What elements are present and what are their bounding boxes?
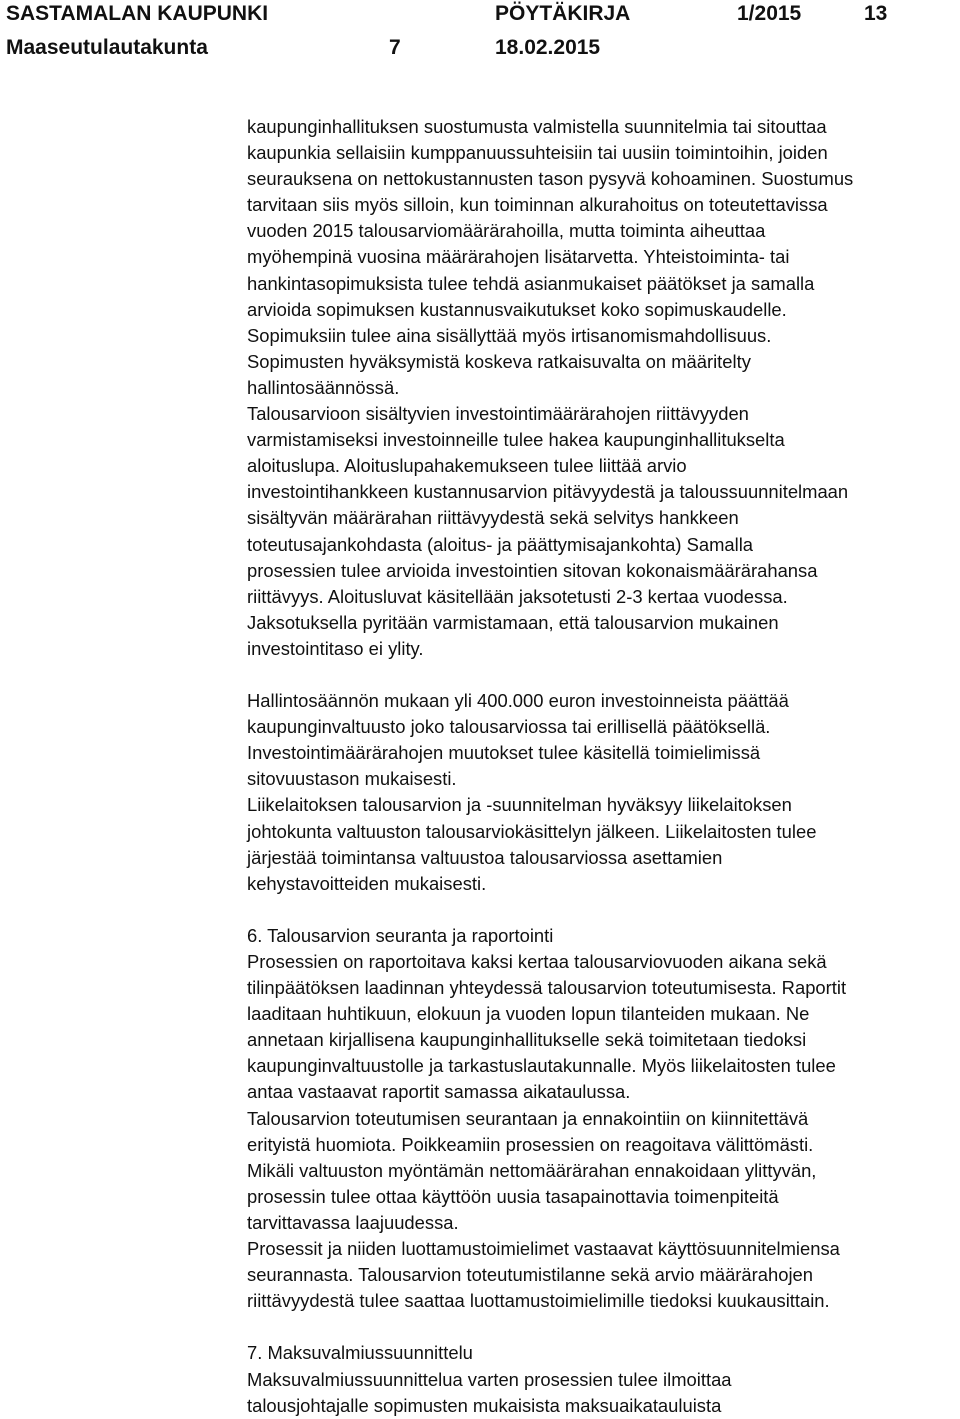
- body-text-line: investointihankkeen kustannusarvion pitävyydestä ja taloussuunnitelmaan: [247, 481, 849, 503]
- body-text-line: Prosessien on raportoitava kaksi kertaa talousarviovuoden aikana sekä: [247, 951, 827, 972]
- body-text-line: antaa vastaavat raportit samassa aikataulussa.: [247, 1081, 631, 1103]
- body-text-line: kaupunginhallituksen suostumusta valmistella suunnitelmia tai sitouttaa: [247, 116, 827, 137]
- body-text-line: vuoden 2015 talousarviomäärärahoilla, mutta toiminta aiheuttaa: [247, 220, 766, 242]
- body-text-line: sisältyvän määrärahan riittävyydestä sekä selvitys hankkeen: [247, 507, 739, 529]
- body-text-line: hallintosäännössä.: [247, 376, 400, 398]
- body-text-line: talousjohtajalle sopimusten mukaisista maksuaikatauluista: [247, 1394, 722, 1416]
- body-text-line: 6. Talousarvion seuranta ja raportointi: [247, 924, 554, 946]
- body-text-line: Talousarvioon sisältyvien investointimäärärahojen riittävyyden: [247, 403, 749, 425]
- body-text-line: kaupunginvaltuusto joko talousarviossa tai erillisellä päätöksellä.: [247, 716, 771, 738]
- body-text-line: myöhempinä vuosina määrärahojen lisätarvetta. Yhteistoiminta- tai: [247, 246, 790, 268]
- body-text-line: prosessin tulee ottaa käyttöön uusia tasapainottavia toimenpiteitä: [247, 1185, 779, 1207]
- document-header: [6, 0, 946, 58]
- committee-name: Maaseutulautakunta: [6, 36, 208, 59]
- paragraph-gap: [247, 897, 957, 923]
- body-text-line: Maksuvalmiussuunnittelua varten prosessien tulee ilmoittaa: [247, 1368, 732, 1390]
- paragraph-gap: [247, 1314, 957, 1340]
- body-text-line: seurannasta. Talousarvion toteutumistilanne sekä arvio määrärahojen: [247, 1264, 814, 1286]
- body-text-line: tilinpäätöksen laadinnan yhteydessä talousarvion toteutumisesta. Raportit: [247, 977, 847, 999]
- body-text-line: kaupunginvaltuustolle ja tarkastuslautakunnalle. Myös liikelaitosten tulee: [247, 1055, 836, 1077]
- body-text-line: hankintasopimuksista tulee tehdä asianmukaiset päätökset ja samalla: [247, 272, 815, 294]
- body-text-line: Mikäli valtuuston myöntämän nettomäärärahan ennakoidaan ylittyvän,: [247, 1159, 817, 1181]
- body-text-line: tarvittavassa laajuudessa.: [247, 1211, 459, 1233]
- body-text-line: investointitaso ei ylity.: [247, 637, 424, 659]
- paragraph-gap: [247, 662, 957, 688]
- document-body: [247, 114, 957, 1419]
- body-text-line: riittävyydestä tulee saattaa luottamustoimielimille tiedoksi kuukausittain.: [247, 1290, 830, 1312]
- body-text-line: seurauksena on nettokustannusten tason pysyvä kohoaminen. Suostumus: [247, 168, 854, 190]
- section-number: 7: [389, 36, 401, 59]
- body-text-line: annetaan kirjallisena kaupunginhallitukselle sekä toimitetaan tiedoksi: [247, 1029, 807, 1051]
- document-number: 1/2015: [737, 2, 802, 25]
- body-text-line: kehystavoitteiden mukaisesti.: [247, 872, 487, 894]
- header-row-2: [6, 34, 946, 62]
- document-type: PÖYTÄKIRJA: [495, 2, 631, 25]
- body-text-line: Sopimuksiin tulee aina sisällyttää myös irtisanomismahdollisuus.: [247, 324, 772, 346]
- header-row-1: [6, 0, 946, 30]
- body-text-line: Investointimäärärahojen muutokset tulee käsitellä toimielimissä: [247, 742, 761, 764]
- meeting-date: 18.02.2015: [495, 36, 601, 59]
- body-text-line: Liikelaitoksen talousarvion ja -suunnitelman hyväksyy liikelaitoksen: [247, 794, 792, 816]
- body-text-line: riittävyys. Aloitusluvat käsitellään jaksotetusti 2-3 kertaa vuodessa.: [247, 585, 788, 607]
- body-text-line: toteutusajankohdasta (aloitus- ja päättymisajankohta) Samalla: [247, 533, 754, 555]
- body-text-line: sitovuustason mukaisesti.: [247, 768, 457, 790]
- body-text-line: aloituslupa. Aloituslupahakemukseen tulee liittää arvio: [247, 455, 687, 477]
- body-text-line: johtokunta valtuuston talousarviokäsittelyn jälkeen. Liikelaitosten tulee: [247, 820, 817, 842]
- body-text-line: Sopimusten hyväksymistä koskeva ratkaisuvalta on määritelty: [247, 350, 751, 372]
- body-text-line: laaditaan huhtikuun, elokuun ja vuoden lopun tilanteiden mukaan. Ne: [247, 1003, 810, 1025]
- body-text-line: järjestää toimintansa valtuustoa talousarviossa asettamien: [247, 846, 723, 868]
- body-text-line: Talousarvion toteutumisen seurantaan ja ennakointiin on kiinnitettävä: [247, 1107, 809, 1129]
- organization-name: SASTAMALAN KAUPUNKI: [6, 2, 269, 25]
- body-text-line: arvioida sopimuksen kustannusvaikutukset koko sopimuskaudelle.: [247, 298, 787, 320]
- body-text-line: prosessien tulee arvioida investointien sitovan kokonaismäärärahansa: [247, 559, 818, 581]
- body-text-line: Jaksotuksella pyritään varmistamaan, että talousarvion mukainen: [247, 611, 779, 633]
- body-text-line: Hallintosäännön mukaan yli 400.000 euron investoinneista päättää: [247, 690, 789, 712]
- body-text-line: Prosessit ja niiden luottamustoimielimet vastaavat käyttösuunnitelmiensa: [247, 1238, 840, 1260]
- body-text-line: tarvitaan siis myös silloin, kun toiminnan alkurahoitus on toteutettavissa: [247, 194, 828, 216]
- body-text-line: erityistä huomiota. Poikkeamiin prosessien on reagoitava välittömästi.: [247, 1133, 814, 1155]
- body-text-line: 7. Maksuvalmiussuunnittelu: [247, 1342, 473, 1364]
- body-text-line: kaupunkia sellaisiin kumppanuussuhteisiin tai uusiin toimintoihin, joiden: [247, 142, 828, 164]
- page-number: 13: [864, 2, 888, 25]
- body-text-line: varmistamiseksi investoinneille tulee hakea kaupunginhallitukselta: [247, 429, 785, 451]
